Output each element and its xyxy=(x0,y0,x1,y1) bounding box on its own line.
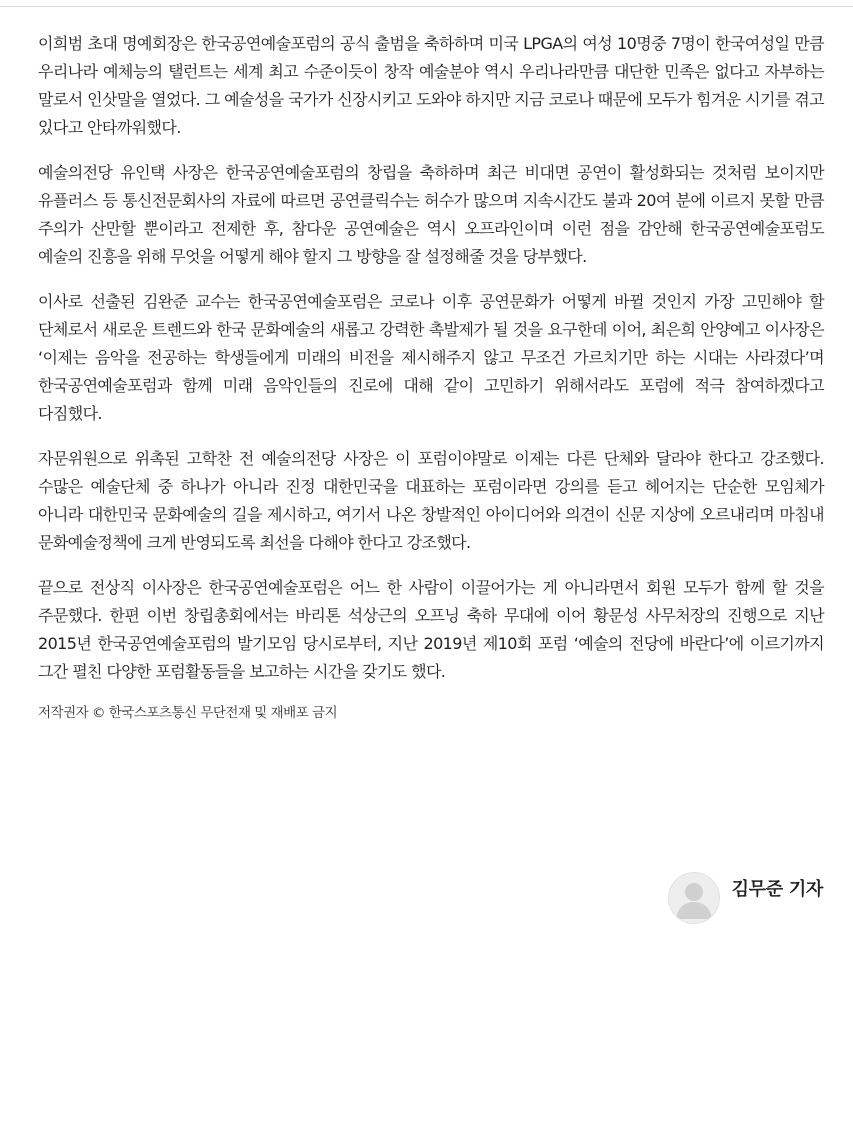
reporter-byline[interactable] xyxy=(668,872,823,924)
article-paragraph: 이사로 선출된 김완준 교수는 한국공연예술포럼은 코로나 이후 공연문화가 어떻게 바뀔 것인지 가장 고민해야 할 단체로서 새로운 트렌드와 한국 문화예술의 새롭고 강력한 촉발제가 될 것을 요구한데 이어, 최은희 안양예고 이사장은 ‘이제는 음악을 전공하는 학생들에게 미래의 비전을 제시해주지 않고 무조건 가르치기만 하는 시대는 사라졌다’며 한국공연예술포럼과 함께 미래 음악인들의 진로에 대해 같이 고민하기 위해서라도 포럼에 적극 참여하겠다고 다짐했다. xyxy=(38,292,824,423)
article-body xyxy=(38,30,824,723)
author-name[interactable]: 김무준 기자 xyxy=(731,879,823,900)
user-silhouette-icon xyxy=(668,872,720,924)
copyright-notice: 저작권자 © 한국스포츠통신 무단전재 및 재배포 금지 xyxy=(38,705,338,721)
top-divider xyxy=(0,6,853,7)
article-paragraph: 끝으로 전상직 이사장은 한국공연예술포럼은 어느 한 사람이 이끌어가는 게 아니라면서 회원 모두가 함께 할 것을 주문했다. 한편 이번 창립총회에서는 바리톤 석상근의 오프닝 축하 무대에 이어 황문성 사무처장의 진행으로 지난 2015년 한국공연예술포럼의 발기모임 당시로부터, 지난 2019년 제10회 포럼 ‘예술의 전당에 바란다’에 이르기까지 그간 펼친 다양한 포럼활동들을 보고하는 시간을 갖기도 했다. xyxy=(38,578,824,681)
article-paragraph: 자문위원으로 위촉된 고학찬 전 예술의전당 사장은 이 포럼이야말로 이제는 다른 단체와 달라야 한다고 강조했다. 수많은 예술단체 중 하나가 아니라 진정 대한민국을 대표하는 포럼이라면 강의를 듣고 헤어지는 단순한 모임체가 아니라 대한민국 문화예술의 길을 제시하고, 여기서 나온 창발적인 아이디어와 의견이 신문 지상에 오르내리며 마침내 문화예술정책에 크게 반영되도록 최선을 다해야 한다고 강조했다. xyxy=(38,449,824,552)
article-paragraph: 이희범 초대 명예회장은 한국공연예술포럼의 공식 출범을 축하하며 미국 LPGA의 여성 10명중 7명이 한국여성일 만큼 우리나라 예체능의 탤런트는 세계 최고 수준이듯이 창작 예술분야 역시 우리나라만큼 대단한 민족은 없다고 자부하는 말로서 인삿말을 열었다. 그 예술성을 국가가 신장시키고 도와야 하지만 지금 코로나 때문에 모두가 힘겨운 시기를 겪고 있다고 안타까워했다. xyxy=(38,34,824,137)
article-paragraph: 예술의전당 유인택 사장은 한국공연예술포럼의 창립을 축하하며 최근 비대면 공연이 활성화되는 것처럼 보이지만 유플러스 등 통신전문회사의 자료에 따르면 공연클릭수는 허수가 많으며 지속시간도 불과 20여 분에 이르지 못할 만큼 주의가 산만할 뿐이라고 전제한 후, 참다운 공연예술은 역시 오프라인이며 이런 점을 감안해 한국공연예술포럼도 예술의 진흥을 위해 무엇을 어떻게 해야 할지 그 방향을 잘 설정해줄 것을 당부했다. xyxy=(38,163,824,266)
